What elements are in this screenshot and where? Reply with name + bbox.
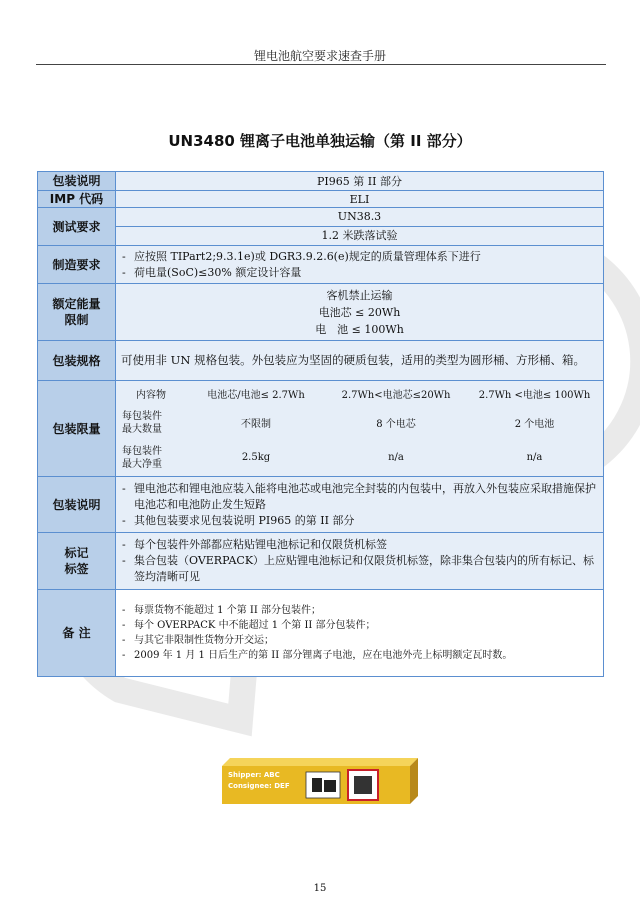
row-label: 测试要求 [38,208,116,246]
table-cell: 2 个电池 [514,419,555,430]
column-header: 2.7Wh<电池芯≤20Wh [341,390,451,401]
packing-notes-list [116,479,603,531]
page-header: 锂电池航空要求速查手册 [253,49,386,63]
row-label-line: 额定能量 [52,297,101,311]
table-row [38,284,604,341]
row-label-line: 限制 [64,313,89,327]
row-label [38,533,116,590]
remarks-list [116,601,603,665]
test-requirement: UN38.3 [337,210,382,223]
packing-instruction-value: PI965 第 II 部分 [116,172,604,191]
rated-energy-line: 客机禁止运输 [326,288,393,302]
shipper-label: Shipper: ABC [228,771,280,779]
row-label-line: 标签 [64,562,89,576]
header-rule [36,64,606,65]
row-header-line: 最大净重 [122,458,162,470]
row-header [116,405,186,441]
column-header: 2.7Wh <电池≤ 100Wh [478,390,591,401]
table-row [38,341,604,381]
imp-code-value: ELI [116,191,604,208]
row-header [116,441,186,475]
rated-energy-line: 电池芯 ≤ 20Wh [318,305,401,319]
list-item: - 应按照 TIPart2;9.3.1e)或 DGR3.9.2.6(e)规定的质量管理体系下进行 [122,249,599,265]
table-row [116,383,603,405]
package-illustration [222,758,418,804]
table-cell: n/a [388,452,404,463]
list-item: - 集合包装（OVERPACK）上应贴锂电池标记和仅限货机标签，除非集合包装内的所有标记、标签均清晰可见 [122,553,599,585]
row-label: 包装限量 [38,381,116,477]
table-row [116,405,603,441]
table-row [38,381,604,477]
row-header-line: 每包装件 [122,445,162,457]
table-row [38,208,604,246]
row-label: 包装说明 [38,477,116,533]
list-item: - 每个 OVERPACK 中不能超过 1 个第 II 部分包装件； [122,618,599,633]
consignee-label: Consignee: DEF [228,782,290,790]
packaging-spec-text: 可使用非 UN 规格包装。外包装应为坚固的硬质包装，适用的类型为圆形桶、方形桶、箱。 [116,341,604,381]
manufacturing-list [116,247,603,283]
table-row [38,533,604,590]
row-label: 备 注 [38,590,116,677]
list-item: - 每个包装件外部都应粘贴锂电池标记和仅限货机标签 [122,537,599,553]
table-row [38,590,604,677]
page-number: 15 [313,883,327,894]
list-item: - 2009 年 1 月 1 日后生产的第 II 部分锂离子电池，应在电池外壳上标明额定瓦时数。 [122,648,599,663]
row-label [38,284,116,341]
list-item: - 锂电池芯和锂电池应装入能将电池芯或电池完全封装的内包装中，再放入外包装应采取措施保护电池芯和电池防止发生短路 [122,481,599,513]
row-label: 包装说明 [38,172,116,191]
marking-list [116,535,603,587]
row-label: 制造要求 [38,246,116,284]
row-header-line: 每包装件 [122,410,162,422]
column-header: 内容物 [136,390,166,401]
table-cell: 2.5kg [241,452,271,463]
row-label: 包装规格 [38,341,116,381]
row-header-line: 最大数量 [122,423,162,435]
table-row [38,172,604,191]
requirements-table [37,171,604,677]
list-item: - 其他包装要求见包装说明 PI965 的第 II 部分 [122,513,599,529]
row-label: IMP 代码 [38,191,116,208]
row-label-line: 标记 [64,546,89,560]
test-requirement: 1.2 米跌落试验 [116,226,603,245]
page-title: UN3480 锂离子电池单独运输（第 II 部分） [168,132,472,150]
list-item: - 与其它非限制性货物分开交运； [122,633,599,648]
rated-energy-line: 电 池 ≤ 100Wh [315,322,404,336]
table-row [38,246,604,284]
table-row [38,477,604,533]
list-item: - 荷电量(SoC)≤30% 额定设计容量 [122,265,599,281]
column-header: 电池芯/电池≤ 2.7Wh [207,390,305,401]
table-cell: n/a [526,452,543,463]
table-cell: 不限制 [241,419,271,430]
quantity-limit-table [116,383,603,475]
table-cell: 8 个电芯 [376,419,416,430]
table-row [38,191,604,208]
list-item: - 每票货物不能超过 1 个第 II 部分包装件； [122,603,599,618]
table-row [116,441,603,475]
